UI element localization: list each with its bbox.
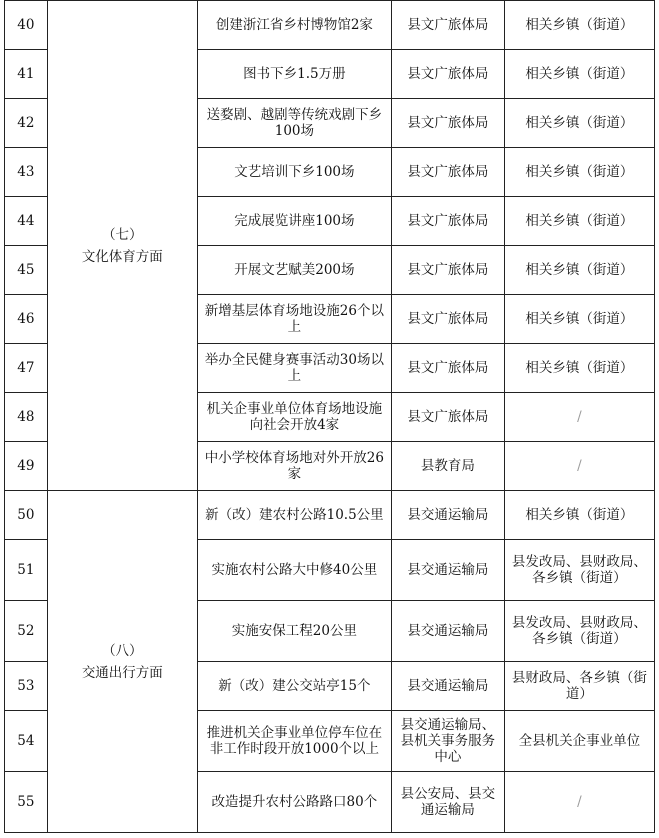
coop-unit: 相关乡镇（街道）	[504, 295, 654, 344]
task-text: 实施安保工程20公里	[197, 601, 391, 662]
task-text: 送婺剧、越剧等传统戏剧下乡100场	[197, 99, 391, 148]
row-number: 45	[5, 246, 48, 295]
task-text: 新（改）建公交站亭15个	[197, 662, 391, 711]
row-number: 43	[5, 148, 48, 197]
lead-unit: 县文广旅体局	[391, 393, 504, 442]
coop-unit-empty: /	[504, 772, 654, 833]
lead-unit: 县文广旅体局	[391, 197, 504, 246]
task-text: 实施农村公路大中修40公里	[197, 540, 391, 601]
coop-unit: 县发改局、县财政局、各乡镇（街道）	[504, 601, 654, 662]
row-number: 44	[5, 197, 48, 246]
row-number: 40	[5, 1, 48, 50]
coop-unit: 相关乡镇（街道）	[504, 491, 654, 540]
row-number: 53	[5, 662, 48, 711]
category-cell-transport	[47, 491, 197, 833]
coop-unit: 县发改局、县财政局、各乡镇（街道）	[504, 540, 654, 601]
coop-unit: 相关乡镇（街道）	[504, 344, 654, 393]
table-row	[5, 1, 655, 50]
row-number: 48	[5, 393, 48, 442]
lead-unit: 县文广旅体局	[391, 148, 504, 197]
task-text: 新增基层体育场地设施26个以上	[197, 295, 391, 344]
lead-unit: 县教育局	[391, 442, 504, 491]
task-text: 机关企事业单位体育场地设施向社会开放4家	[197, 393, 391, 442]
row-number: 51	[5, 540, 48, 601]
lead-unit: 县交通运输局、县机关事务服务中心	[391, 711, 504, 772]
row-number: 41	[5, 50, 48, 99]
row-number: 55	[5, 772, 48, 833]
lead-unit: 县交通运输局	[391, 540, 504, 601]
coop-unit: 相关乡镇（街道）	[504, 197, 654, 246]
coop-unit: 全县机关企事业单位	[504, 711, 654, 772]
lead-unit: 县文广旅体局	[391, 99, 504, 148]
coop-unit: 相关乡镇（街道）	[504, 1, 654, 50]
task-text: 中小学校体育场地对外开放26家	[197, 442, 391, 491]
lead-unit: 县文广旅体局	[391, 344, 504, 393]
row-number: 47	[5, 344, 48, 393]
row-number: 50	[5, 491, 48, 540]
lead-unit: 县交通运输局	[391, 601, 504, 662]
task-text: 新（改）建农村公路10.5公里	[197, 491, 391, 540]
coop-unit: 相关乡镇（街道）	[504, 246, 654, 295]
table-row	[5, 491, 655, 540]
row-number: 49	[5, 442, 48, 491]
task-text: 推进机关企事业单位停车位在非工作时段开放1000个以上	[197, 711, 391, 772]
category-title: （七）	[102, 226, 143, 243]
row-number: 54	[5, 711, 48, 772]
task-text: 举办全民健身赛事活动30场以上	[197, 344, 391, 393]
lead-unit: 县文广旅体局	[391, 246, 504, 295]
lead-unit: 县文广旅体局	[391, 295, 504, 344]
category-title: （八）	[102, 642, 143, 659]
task-table	[4, 0, 655, 833]
lead-unit: 县交通运输局	[391, 491, 504, 540]
coop-unit: 相关乡镇（街道）	[504, 148, 654, 197]
lead-unit: 县文广旅体局	[391, 50, 504, 99]
lead-unit: 县交通运输局	[391, 662, 504, 711]
row-number: 42	[5, 99, 48, 148]
category-subtitle: 交通出行方面	[81, 664, 163, 681]
row-number: 52	[5, 601, 48, 662]
row-number: 46	[5, 295, 48, 344]
coop-unit: 相关乡镇（街道）	[504, 99, 654, 148]
category-subtitle: 文化体育方面	[81, 248, 163, 265]
coop-unit: 相关乡镇（街道）	[504, 50, 654, 99]
lead-unit: 县公安局、县交通运输局	[391, 772, 504, 833]
task-text: 完成展览讲座100场	[197, 197, 391, 246]
task-text: 改造提升农村公路路口80个	[197, 772, 391, 833]
lead-unit: 县文广旅体局	[391, 1, 504, 50]
task-text: 创建浙江省乡村博物馆2家	[197, 1, 391, 50]
coop-unit-empty: /	[504, 442, 654, 491]
task-text: 文艺培训下乡100场	[197, 148, 391, 197]
coop-unit-empty: /	[504, 393, 654, 442]
category-cell-culture	[47, 1, 197, 491]
task-text: 开展文艺赋美200场	[197, 246, 391, 295]
coop-unit: 县财政局、各乡镇（街道）	[504, 662, 654, 711]
task-text: 图书下乡1.5万册	[197, 50, 391, 99]
